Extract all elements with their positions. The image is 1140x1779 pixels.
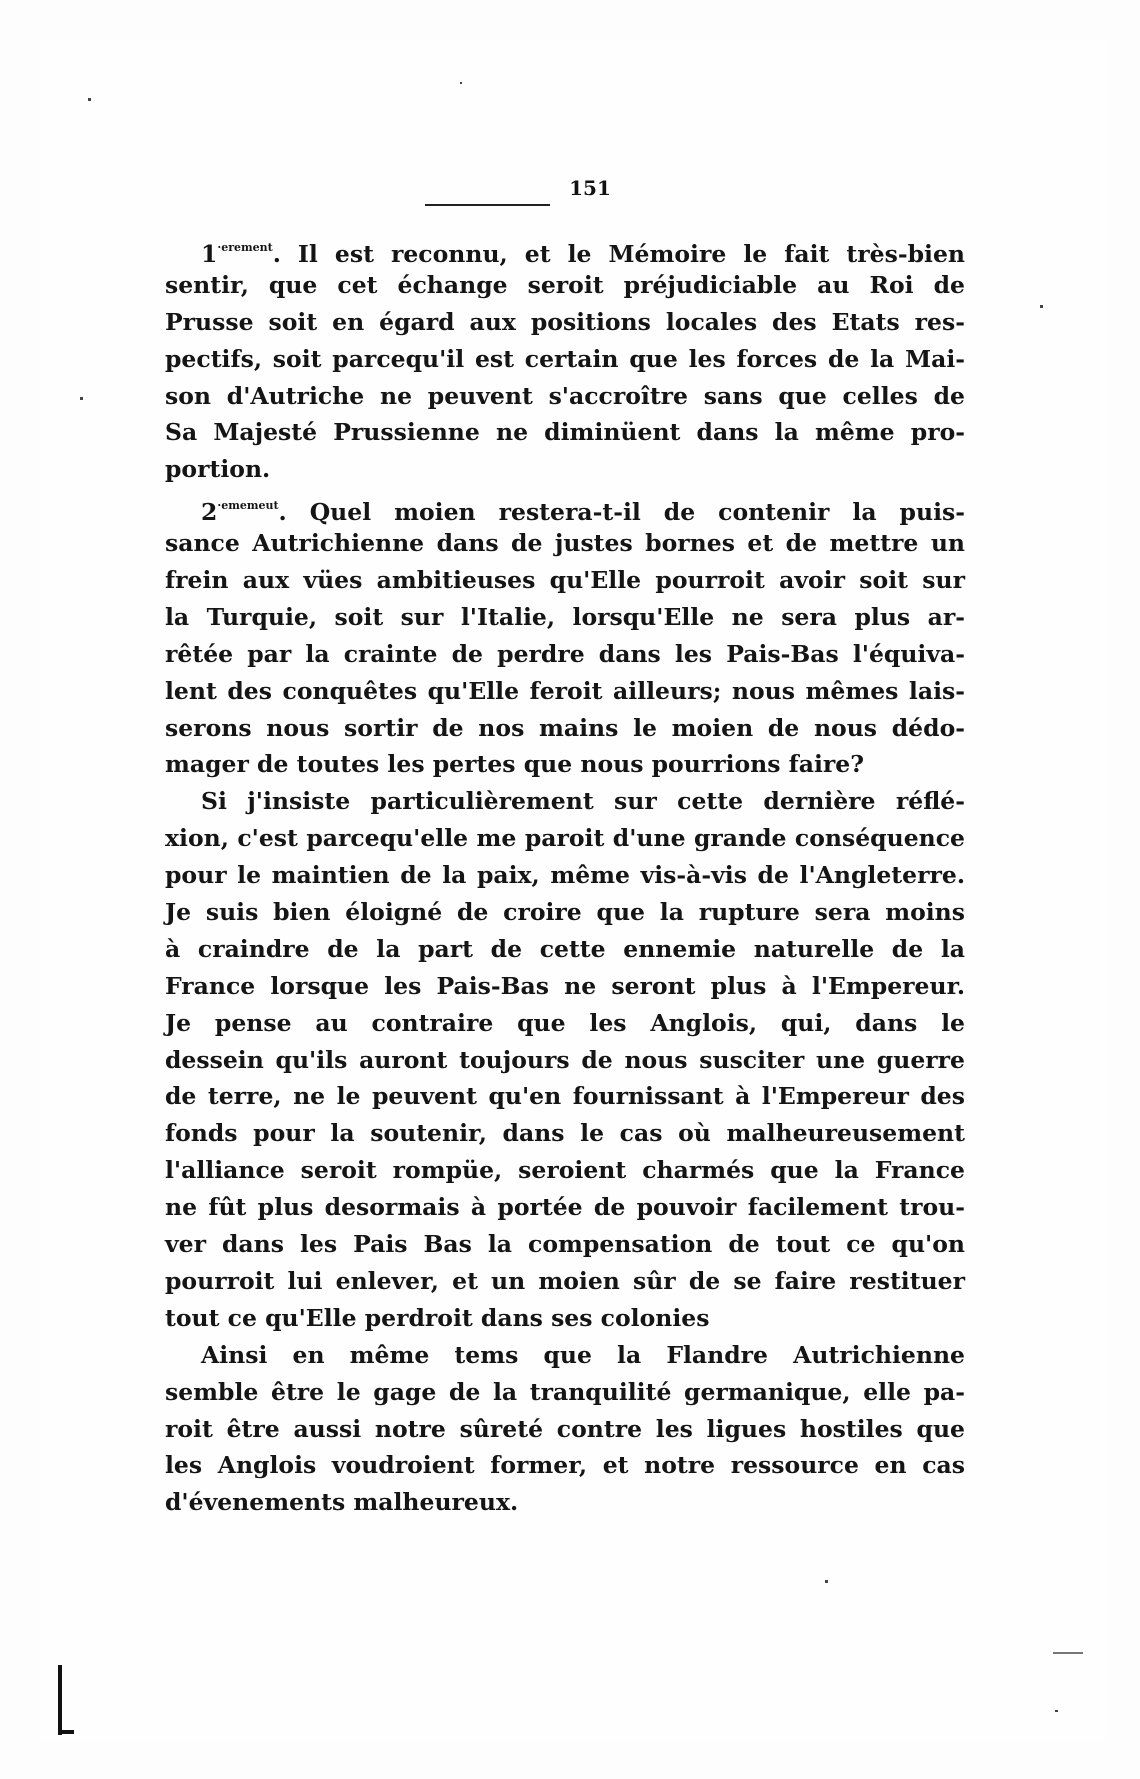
text-line: d'évenements malheureux. [165,1488,519,1517]
text-line: dessein qu'ils auront toujours de nous susciter une guerre [165,1045,965,1074]
scan-speck [1040,305,1043,308]
text-line: les Anglois voudroient former, et notre ressource en cas [165,1451,965,1480]
scan-speck [88,98,91,101]
text-line: Prusse soit en égard aux positions locales des Etats res- [165,307,965,336]
scan-speck [825,1580,828,1583]
text-line: de terre, ne le peuvent qu'en fournissant à l'Empereur des [165,1082,965,1111]
text-line: semble être le gage de la tranquilité germanique, elle pa- [165,1377,965,1406]
body-text [165,230,965,1521]
text-line: ver dans les Pais Bas la compensation de tout ce qu'on [165,1230,965,1259]
line-text: . Quel moien restera-t-il de contenir la puis- [278,498,965,527]
text-line: tout ce qu'Elle perdroit dans ses colonies [165,1303,710,1332]
line-text: . Il est reconnu, et le Mémoire le fait très-bien [272,240,965,268]
text-line: Ainsi en même tems que la Flandre Autrichienne [201,1340,965,1369]
enumeration-superscript: ·erement [217,241,273,254]
text-line: Sa Majesté Prussienne ne diminüent dans la même pro- [165,418,965,447]
text-line: sentir, que cet échange seroit préjudiciable au Roi de [165,270,965,299]
text-line: Si j'insiste particulièrement sur cette dernière réflé- [201,787,965,816]
scan-speck [1055,1710,1058,1712]
text-line: sance Autrichienne dans de justes bornes et de mettre un [165,529,965,558]
text-line: l'alliance seroit rompüe, seroient charmés que la France [165,1156,965,1185]
text-line: roit être aussi notre sûreté contre les ligues hostiles que [165,1414,965,1443]
text-line: Je suis bien éloigné de croire que la rupture sera moins [165,898,965,927]
scan-speck [80,397,83,400]
text-line: son d'Autriche ne peuvent s'accroître sans que celles de [165,381,965,410]
text-line: xion, c'est parcequ'elle me paroit d'une grande conséquence [165,824,965,853]
text-line: à craindre de la part de cette ennemie naturelle de la [165,934,965,963]
header-rule [425,204,550,206]
enumeration-number: 1 [201,240,218,268]
text-line: portion. [165,455,271,484]
text-line [165,488,965,525]
text-line: pour le maintien de la paix, même vis-à-vis de l'Angleterre. [165,861,965,890]
text-line: pourroit lui enlever, et un moien sûr de se faire restituer [165,1266,965,1295]
enumeration-superscript: ·ememeut [217,499,279,513]
text-line: fonds pour la soutenir, dans le cas où malheureusement [165,1119,965,1148]
text-line [165,230,965,267]
margin-dash [1053,1652,1083,1654]
page-number-text: 151 [569,176,611,200]
text-line: lent des conquêtes qu'Elle feroit ailleurs; nous mêmes lais- [165,676,965,705]
text-line: frein aux vües ambitieuses qu'Elle pourroit avoir soit sur [165,566,965,595]
margin-bar [58,1665,62,1735]
enumeration-number: 2 [201,498,218,527]
text-line: serons nous sortir de nos mains le moien de nous dédo- [165,713,965,742]
text-line: Je pense au contraire que les Anglois, qui, dans le [165,1008,965,1037]
text-line: la Turquie, soit sur l'Italie, lorsqu'Elle ne sera plus ar- [165,602,965,631]
page-number [0,176,1140,200]
text-line: ne fût plus desormais à portée de pouvoir facilement trou- [165,1193,965,1222]
scan-speck [460,82,462,84]
text-line: mager de toutes les pertes que nous pourrions faire? [165,750,865,779]
text-line: pectifs, soit parcequ'il est certain que les forces de la Mai- [165,344,965,373]
text-line: France lorsque les Pais-Bas ne seront plus à l'Empereur. [165,971,965,1000]
margin-bar-foot [58,1730,74,1734]
text-line: rêtée par la crainte de perdre dans les Pais-Bas l'équiva- [165,639,965,668]
